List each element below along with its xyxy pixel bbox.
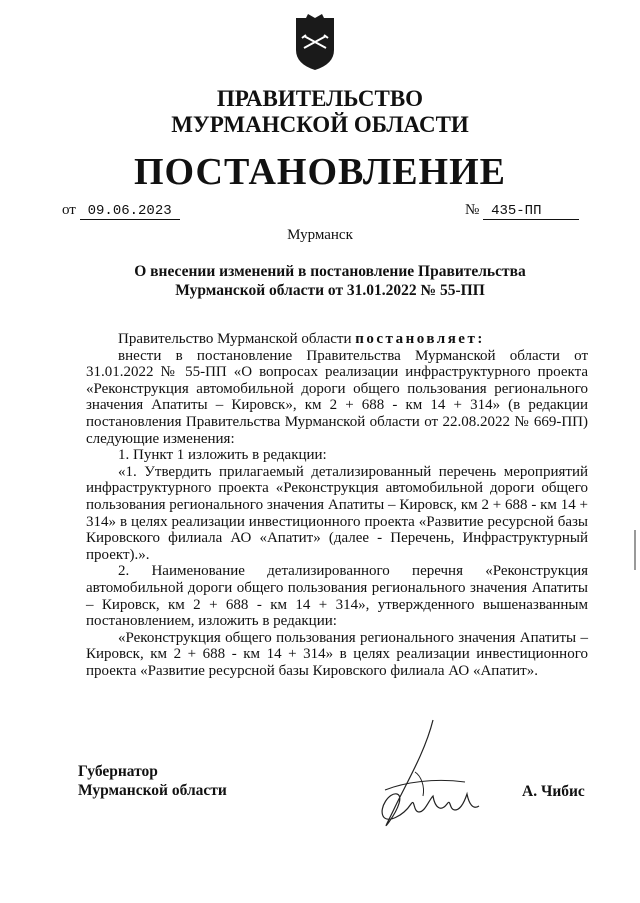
signatory-position (78, 762, 227, 800)
position-line1: Губернатор (78, 763, 158, 780)
document-number: 435-ПП (483, 203, 579, 220)
intro-paragraph (86, 331, 588, 348)
paragraph-item2-text: «Реконструкция общего пользования регионального значения Апатиты – Кировск, км 2 + 688 - км 14 + 314» в целях реализации инвестиционного проекта «Развитие ресурсной базы Кировского филиала АО «Апатит». (86, 629, 588, 679)
government-name-line1: ПРАВИТЕЛЬСТВО (216, 86, 424, 111)
document-type: ПОСТАНОВЛЕНИЕ (133, 151, 507, 193)
intro-resolves: постановляет: (355, 331, 485, 347)
paragraph-item1-text: «1. Утвердить прилагаемый детализированный перечень мероприятий инфраструктурного проекта «Реконструкция автомобильной дороги общего пользования регионального значения Апатиты – Кировск, км 2 + 688 - км 14 + 314» в целях реализации инвестиционного проекта «Развитие ресурсной базы Кировского филиала АО «Апатит» (далее - Перечень, Инфраструктурный проект).». (86, 463, 588, 563)
position-line2: Мурманской области (78, 782, 227, 799)
city: Мурманск (287, 227, 353, 243)
paragraph-main: внести в постановление Правительства Мурманской области от 31.01.2022 № 55-ПП «О вопросах реализации инфраструктурного проекта «Реконструкция автомобильной дороги общего пользования регионального значения Апатиты – Кировск», км 2 + 688 - км 14 + 314» (в редакции постановления Правительства Мурманской области от 22.08.2022 № 669-ПП) следующие изменения: (86, 347, 588, 447)
scan-edge-mark (634, 530, 636, 570)
government-name-line2: МУРМАНСКОЙ ОБЛАСТИ (171, 112, 469, 137)
handwritten-signature (355, 712, 485, 842)
number-prefix: № (465, 202, 480, 218)
coat-of-arms-icon (292, 12, 338, 72)
date-prefix: от (62, 202, 76, 218)
title-line2: Мурманской области от 31.01.2022 № 55-ПП (175, 282, 485, 299)
number-line (465, 202, 579, 220)
title-line1: О внесении изменений в постановление Правительства (134, 263, 526, 280)
document-date: 09.06.2023 (80, 203, 180, 220)
paragraph-item2: 2. Наименование детализированного перечня «Реконструкция автомобильной дороги общего пользования регионального значения Апатиты – Кировск, км 2 + 688 - км 14 + 314», утвержденного вышеназванным постановлением, изложить в редакции: (86, 563, 588, 630)
paragraph-item1: 1. Пункт 1 изложить в редакции: (118, 447, 327, 464)
document-body (86, 331, 588, 679)
signatory-name: А. Чибис (522, 783, 585, 800)
date-line (62, 202, 180, 220)
document-title (60, 262, 600, 300)
intro-text: Правительство Мурманской области (118, 331, 356, 347)
